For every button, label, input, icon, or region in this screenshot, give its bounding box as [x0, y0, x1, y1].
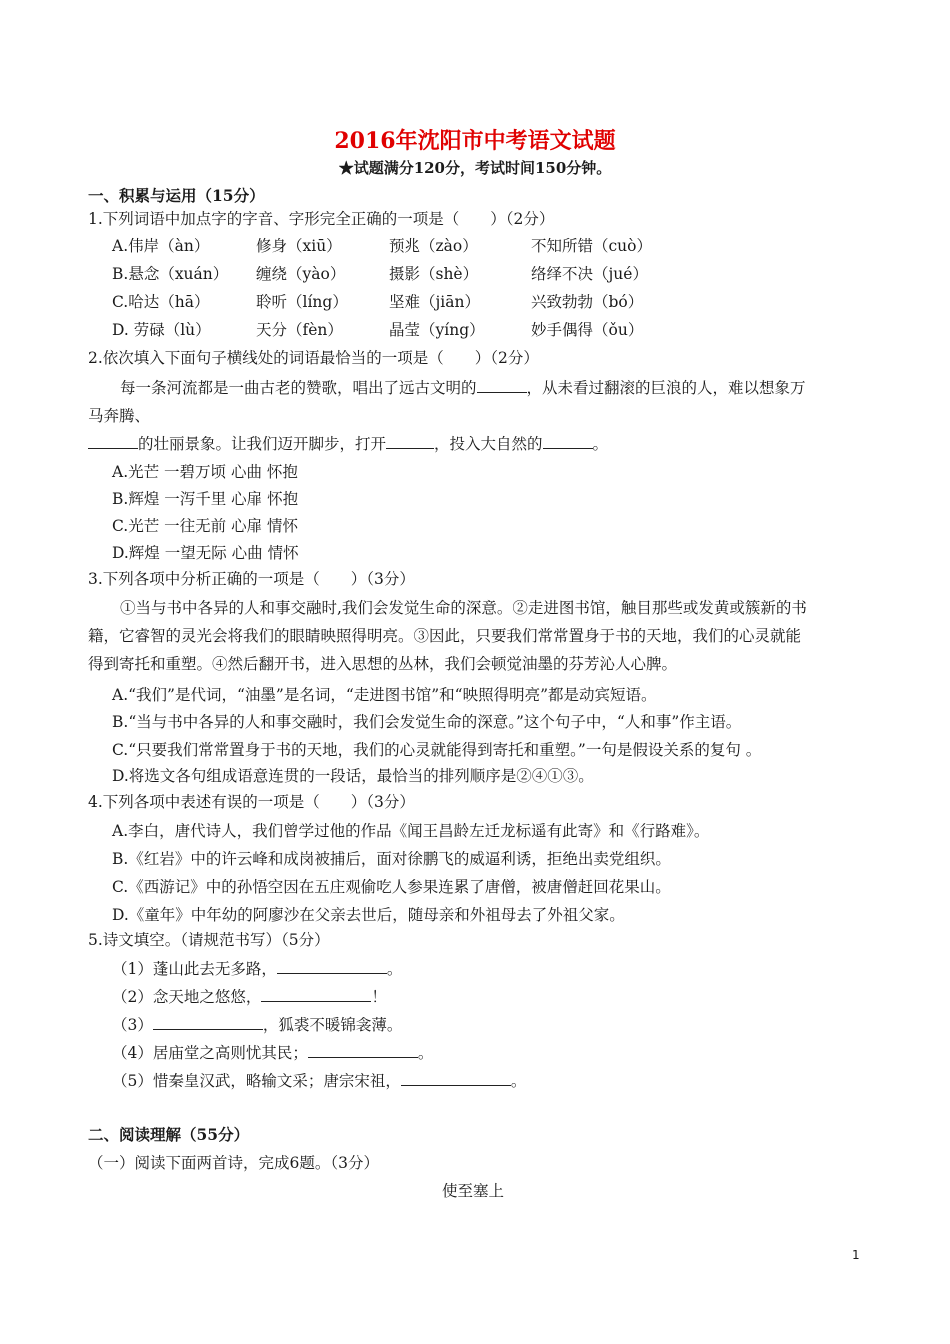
q1-row-b-c4: 络绎不决（jué） — [531, 265, 648, 283]
q2-option-c: C.光芒 一往无前 心扉 情怀 — [112, 517, 299, 535]
q5-item-4-pre: （4）居庙堂之高则忧其民； — [112, 1044, 308, 1062]
q1-row-c-c2: 聆听（líng） — [256, 293, 348, 311]
q1-row-b-c1: B.悬念（xuán） — [112, 265, 229, 283]
question-4-stem: 4.下列各项中表述有误的一项是（ ）（3分） — [88, 793, 415, 811]
q2-blank-1 — [477, 378, 527, 393]
q2-passage-line3 — [88, 434, 608, 454]
q1-row-d-c2: 天分（fèn） — [256, 321, 343, 339]
q5-item-2 — [112, 987, 387, 1007]
q2-passage-text-c: 的壮丽景象。让我们迈开脚步，打开 — [138, 435, 387, 453]
q1-row-b-c2: 缠绕（yào） — [256, 265, 346, 283]
q3-option-d: D.将选文各句组成语意连贯的一段话，最恰当的排列顺序是②④①③。 — [112, 767, 594, 785]
q2-option-b: B.辉煌 一泻千里 心扉 怀抱 — [112, 490, 299, 508]
q2-passage-line1 — [120, 378, 806, 398]
page-number: 1 — [852, 1248, 860, 1262]
q1-row-a-c1: A.伟岸（àn） — [112, 237, 210, 255]
q3-passage-line2: 籍，它睿智的灵光会将我们的眼睛映照得明亮。③因此，只要我们常常置身于书的天地，我们的心灵就能 — [88, 627, 802, 645]
q5-blank-4 — [308, 1043, 418, 1058]
question-3-stem: 3.下列各项中分析正确的一项是（ ）（3分） — [88, 570, 415, 588]
q3-passage-line1: ①当与书中各异的人和事交融时,我们会发觉生命的深意。②走进图书馆，触目那些或发黄或簇新的书 — [120, 599, 807, 617]
q5-item-1-pre: （1）蓬山此去无多路， — [112, 960, 277, 978]
q3-option-a: A.“我们”是代词，“油墨”是名词，“走进图书馆”和“映照得明亮”都是动宾短语。 — [112, 686, 657, 704]
q1-row-d-c4: 妙手偶得（ǒu） — [531, 321, 644, 339]
q5-item-4-post: 。 — [417, 1044, 434, 1062]
q4-option-a: A.李白，唐代诗人，我们曾学过他的作品《闻王昌龄左迁龙标遥有此寄》和《行路难》。 — [112, 822, 710, 840]
q5-item-5-pre: （5）惜秦皇汉武，略输文采；唐宗宋祖， — [112, 1072, 401, 1090]
q5-item-3 — [112, 1015, 402, 1035]
q1-row-d-c3: 晶莹（yíng） — [389, 321, 485, 339]
q2-passage-text-d: ，投入大自然的 — [434, 435, 543, 453]
q2-option-d: D.辉煌 一望无际 心曲 情怀 — [112, 544, 299, 562]
q5-blank-5 — [401, 1071, 511, 1086]
q5-item-5 — [112, 1071, 526, 1091]
q2-blank-3 — [386, 434, 434, 449]
q5-blank-2 — [261, 987, 371, 1002]
q5-blank-3 — [153, 1015, 263, 1030]
q3-option-b: B.“当与书中各异的人和事交融时，我们会发觉生命的深意。”这个句子中，“人和事”作主语。 — [112, 713, 742, 731]
q4-option-c: C.《西游记》中的孙悟空因在五庄观偷吃人参果连累了唐僧，被唐僧赶回花果山。 — [112, 878, 671, 896]
q2-blank-2 — [88, 434, 138, 449]
question-5-stem: 5.诗文填空。（请规范书写）（5分） — [88, 931, 330, 949]
q5-item-5-post: 。 — [510, 1072, 527, 1090]
q2-blank-4 — [543, 434, 593, 449]
q2-passage-text-b: ，从未看过翻滚的巨浪的人，难以想象万 — [526, 379, 806, 397]
question-1-stem: 1.下列词语中加点字的字音、字形完全正确的一项是（ ）（2分） — [88, 210, 555, 228]
q2-passage-text-e: 。 — [592, 435, 609, 453]
q3-passage-line3: 得到寄托和重塑。④然后翻开书，进入思想的丛林，我们会顿觉油墨的芬芳沁人心脾。 — [88, 655, 678, 673]
q5-item-3-post: ，狐裘不暖锦衾薄。 — [262, 1016, 403, 1034]
q1-row-c-c1: C.哈达（hā） — [112, 293, 210, 311]
page-subtitle: ★试题满分120分，考试时间150分钟。 — [338, 159, 612, 177]
q1-row-b-c3: 摄影（shè） — [389, 265, 479, 283]
q5-item-1 — [112, 959, 402, 979]
q4-option-d: D.《童年》中年幼的阿廖沙在父亲去世后，随母亲和外祖母去了外祖父家。 — [112, 906, 625, 924]
q5-item-1-post: 。 — [386, 960, 403, 978]
question-2-stem: 2.依次填入下面句子横线处的词语最恰当的一项是（ ）（2分） — [88, 349, 539, 367]
q1-row-a-c3: 预兆（zào） — [389, 237, 478, 255]
q2-passage-text-a: 每一条河流都是一曲古老的赞歌，唱出了远古文明的 — [120, 379, 477, 397]
section-heading-2: 二、阅读理解（55分） — [88, 1125, 250, 1144]
q1-row-a-c4: 不知所错（cuò） — [531, 237, 652, 255]
page-title: 2016年沈阳市中考语文试题 — [334, 128, 616, 154]
q3-option-c: C.“只要我们常常置身于书的天地，我们的心灵就能得到寄托和重塑。”一句是假设关系的复句 。 — [112, 741, 762, 759]
q2-option-a: A.光芒 一碧万顷 心曲 怀抱 — [112, 463, 298, 481]
q4-option-b: B.《红岩》中的许云峰和成岗被捕后，面对徐鹏飞的威逼利诱，拒绝出卖党组织。 — [112, 850, 671, 868]
q5-blank-1 — [277, 959, 387, 974]
section-heading-1: 一、积累与运用（15分） — [88, 186, 265, 205]
q1-row-c-c4: 兴致勃勃（bó） — [531, 293, 644, 311]
q5-item-4 — [112, 1043, 433, 1063]
poem-title: 使至塞上 — [442, 1182, 505, 1200]
q1-row-c-c3: 坚难（jiān） — [389, 293, 480, 311]
q5-item-3-pre: （3） — [112, 1016, 153, 1034]
q5-item-2-pre: （2）念天地之悠悠， — [112, 988, 262, 1006]
q1-row-a-c2: 修身（xiū） — [256, 237, 342, 255]
q5-item-2-post: ！ — [371, 988, 387, 1006]
reading-part-1-intro: （一）阅读下面两首诗，完成6题。（3分） — [88, 1154, 379, 1172]
q1-row-d-c1: D. 劳碌（lù） — [112, 321, 211, 339]
q2-passage-line2: 马奔腾、 — [88, 407, 151, 425]
